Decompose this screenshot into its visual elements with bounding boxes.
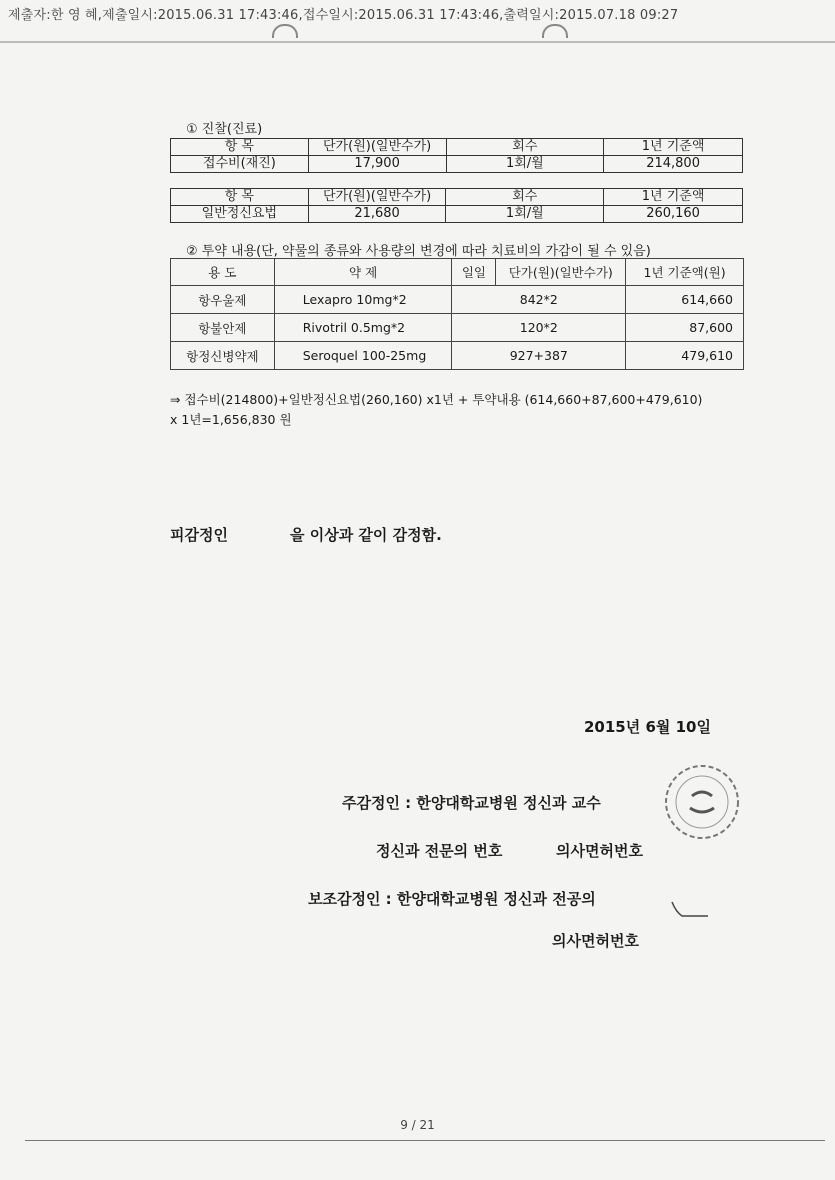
table-cell: 260,160	[604, 206, 743, 223]
consultation-table-2	[170, 188, 743, 223]
table-cell: 1회/월	[446, 206, 604, 223]
assistant-examiner: 보조감정인 : 한양대학교병원 정신과 전공의	[308, 890, 596, 908]
table-row	[171, 342, 744, 370]
table-header-row	[171, 139, 743, 156]
calculation-summary-line2: x 1년=1,656,830 원	[170, 412, 292, 427]
table-header-row	[171, 259, 744, 286]
footer-divider	[25, 1140, 825, 1141]
header-cell: 단가(원)(일반수가)	[308, 189, 446, 206]
header-cell: 1년 기준액	[604, 139, 743, 156]
table-row	[171, 206, 743, 223]
medication-table	[170, 258, 744, 370]
signature-mark	[670, 898, 710, 922]
drug-annual-cell: 479,610	[626, 342, 744, 370]
header-cell: 용 도	[171, 259, 275, 286]
drug-purpose-cell: 항불안제	[171, 314, 275, 342]
table-cell: 17,900	[308, 156, 446, 173]
drug-price-cell: 927+387	[452, 342, 626, 370]
section1-title: ① 진찰(진료)	[186, 122, 263, 137]
document-date: 2015년 6월 10일	[584, 718, 711, 736]
drug-purpose-cell: 항정신병약제	[171, 342, 275, 370]
page-number: 9 / 21	[400, 1118, 435, 1132]
drug-annual-cell: 614,660	[626, 286, 744, 314]
assistant-license-number: 의사면허번호	[552, 932, 639, 950]
drug-name-cell: Seroquel 100-25mg	[274, 342, 452, 370]
consultation-table-1	[170, 138, 743, 173]
chief-license-number: 의사면허번호	[556, 842, 643, 860]
header-divider	[0, 41, 835, 43]
drug-annual-cell: 87,600	[626, 314, 744, 342]
drug-price-cell: 120*2	[452, 314, 626, 342]
table-cell: 214,800	[604, 156, 743, 173]
table-cell: 접수비(재진)	[171, 156, 309, 173]
chief-examiner: 주감정인 : 한양대학교병원 정신과 교수	[342, 794, 601, 812]
header-cell: 약 제	[274, 259, 452, 286]
table-row	[171, 286, 744, 314]
header-cell: 단가(원)(일반수가)	[496, 259, 626, 286]
header-cell: 회수	[446, 189, 604, 206]
table-row	[171, 156, 743, 173]
header-cell: 회수	[446, 139, 604, 156]
table-cell: 1회/월	[446, 156, 604, 173]
table-cell: 21,680	[308, 206, 446, 223]
header-cell: 일일	[452, 259, 496, 286]
header-cell: 항 목	[171, 139, 309, 156]
drug-name-cell: Rivotril 0.5mg*2	[274, 314, 452, 342]
header-cell: 항 목	[171, 189, 309, 206]
drug-purpose-cell: 항우울제	[171, 286, 275, 314]
conclusion-label: 피감정인	[170, 526, 228, 544]
chief-specialist-number: 정신과 전문의 번호	[376, 842, 503, 860]
table-header-row	[171, 189, 743, 206]
punch-hole-mark	[542, 24, 568, 38]
official-seal-stamp	[662, 762, 742, 842]
table-row	[171, 314, 744, 342]
section2-title: ② 투약 내용(단, 약물의 종류와 사용량의 변경에 따라 치료비의 가감이 될 수 있음)	[186, 244, 651, 259]
header-cell: 단가(원)(일반수가)	[308, 139, 446, 156]
header-cell: 1년 기준액	[604, 189, 743, 206]
calculation-summary-line1: ⇒ 접수비(214800)+일반정신요법(260,160) x1년 + 투약내용 (614,660+87,600+479,610)	[170, 392, 703, 407]
punch-hole-mark	[272, 24, 298, 38]
conclusion-text: 을 이상과 같이 감정함.	[290, 526, 442, 544]
submission-header-stamp: 제출자:한 영 혜,제출일시:2015.06.31 17:43:46,접수일시:2015.06.31 17:43:46,출력일시:2015.07.18 09:27	[8, 8, 679, 23]
drug-name-cell: Lexapro 10mg*2	[274, 286, 452, 314]
header-cell: 1년 기준액(원)	[626, 259, 744, 286]
table-cell: 일반정신요법	[171, 206, 309, 223]
drug-price-cell: 842*2	[452, 286, 626, 314]
